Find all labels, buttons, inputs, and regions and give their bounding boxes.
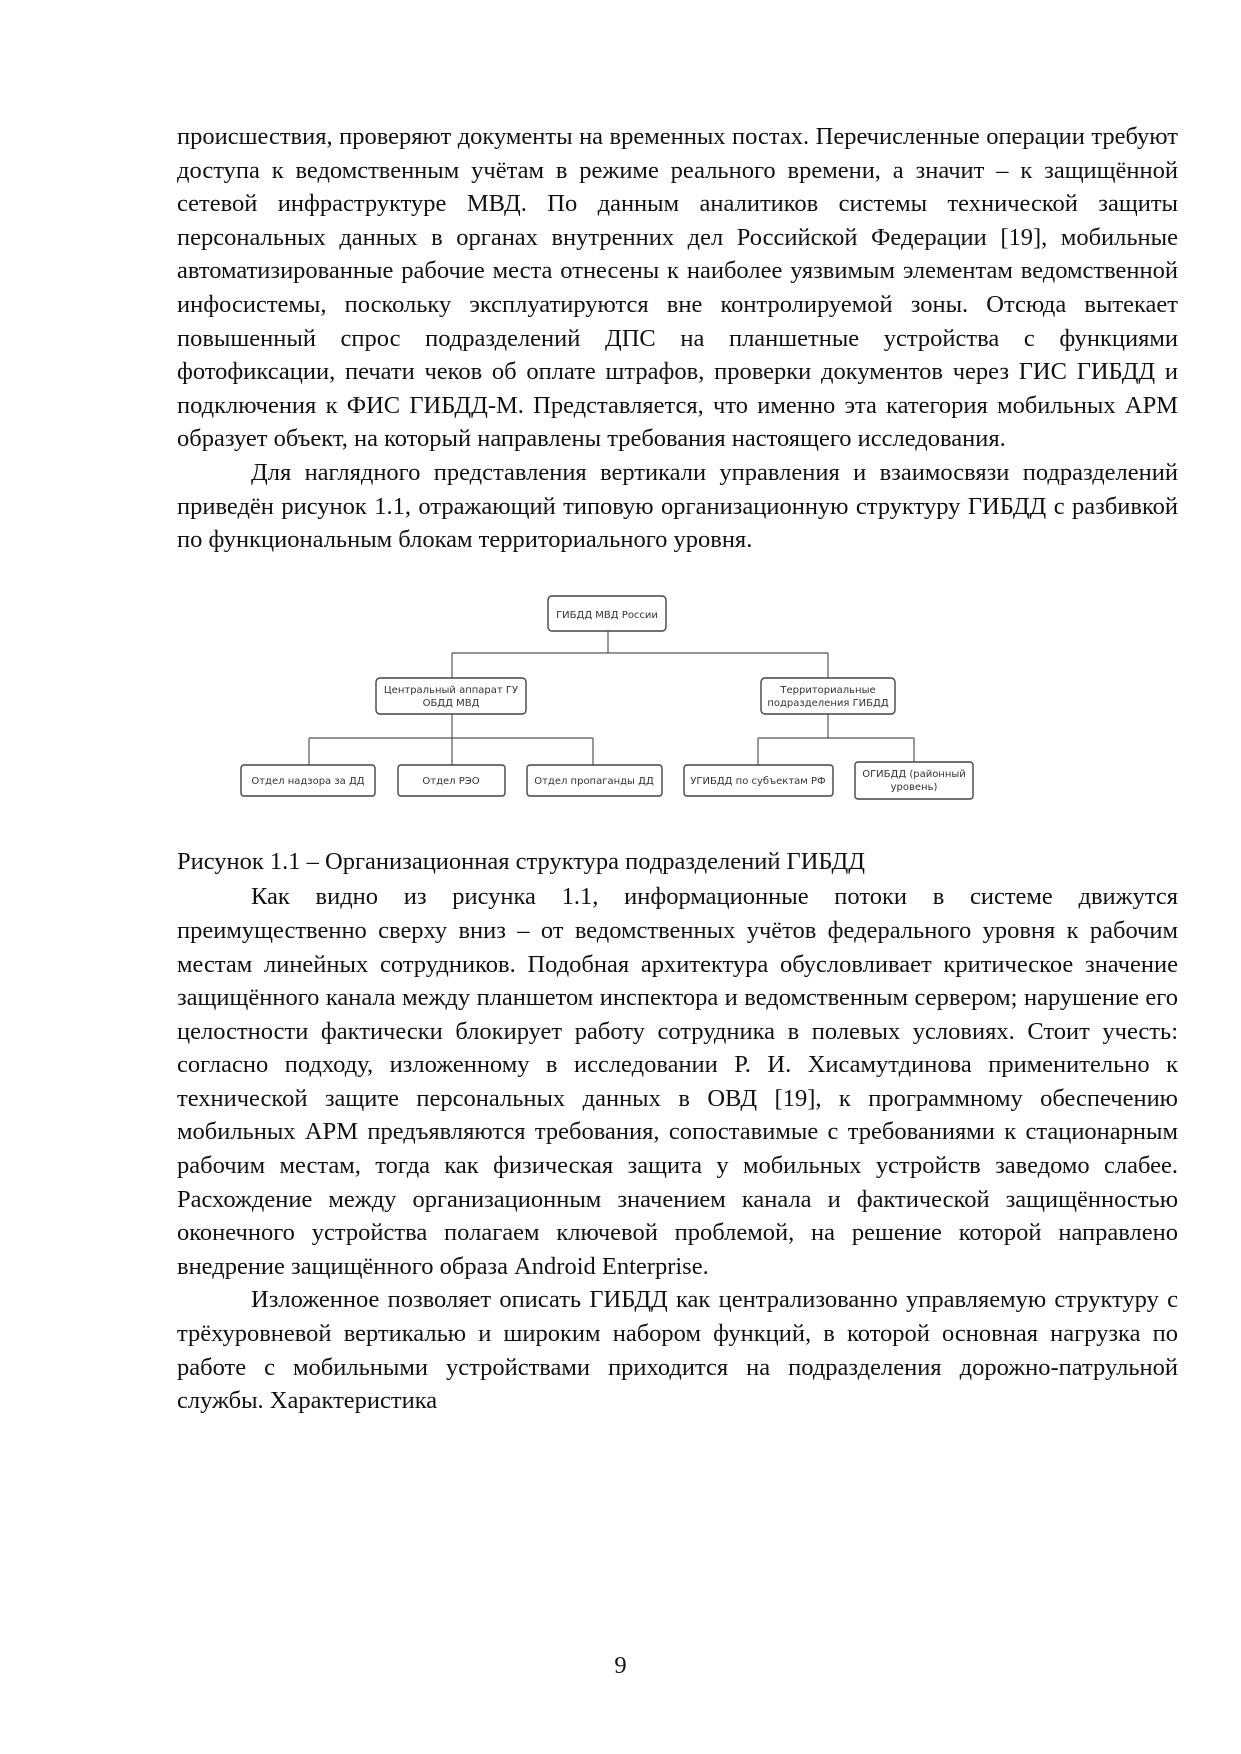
paragraph-4: Изложенное позволяет описать ГИБДД как централизованно управляемую структуру с трёхуровневой вертикалью и широким набором функций, в которой основная нагрузка по работе с мобильными устройствами приходится на подразделения дорожно-патрульной службы. Характеристика bbox=[177, 1286, 1178, 1415]
rzo-label: Отдел РЭО bbox=[422, 775, 480, 787]
ogibdd-label-line1: ОГИБДД (районный bbox=[862, 768, 966, 780]
territorial-label-line1: Территориальные bbox=[780, 684, 876, 696]
central-label-line2: ОБДД МВД bbox=[422, 697, 480, 709]
page-number: 9 bbox=[614, 1652, 627, 1679]
supervision-label: Отдел надзора за ДД bbox=[251, 775, 365, 787]
document-page bbox=[177, 120, 1178, 1418]
node-ogibdd bbox=[855, 762, 973, 799]
paragraph-2: Для наглядного представления вертикали управления и взаимосвязи подразделений приведён рисунок 1.1, отражающий типовую организационную структуру ГИБДД с разбивкой по функциональным блокам территориального уровня. bbox=[177, 458, 1178, 554]
org-structure-figure bbox=[177, 557, 1178, 845]
central-label-line1: Центральный аппарат ГУ bbox=[383, 684, 519, 696]
territorial-label-line2: подразделения ГИБДД bbox=[767, 697, 889, 709]
paragraph-3: Как видно из рисунка 1.1, информационные потоки в системе движутся преимущественно сверху вниз – от ведомственных учётов федерального уровня к рабочим местам линейных сотрудников. Подобная архитектура обусловливает критическое значение защищённого канала между планшетом инспектора и ведомственным сервером; нарушение его целостности фактически блокирует работу сотрудника в полевых условиях. Стоит учесть: согласно подходу, изложенному в исследовании Р. И. Хисамутдинова применительно к технической защите персональных данных в ОВД [19], к программному обеспечению мобильных АРМ предъявляются требования, сопоставимые с требованиями к стационарным рабочим местам, тогда как физическая защита у мобильных устройств заведомо слабее. Расхождение между организационным значением канала и фактической защищённостью оконечного устройства полагаем ключевой проблемой, на решение которой направлено внедрение защищённого образа Android Enterprise. bbox=[177, 883, 1178, 1280]
root-label: ГИБДД МВД России bbox=[556, 609, 658, 621]
org-chart-diagram bbox=[177, 557, 1178, 845]
propaganda-label: Отдел пропаганды ДД bbox=[534, 775, 654, 787]
ugibdd-label: УГИБДД по субъектам РФ bbox=[690, 775, 826, 787]
paragraph-1: происшествия, проверяют документы на временных постах. Перечисленные операции требуют доступа к ведомственным учётам в режиме реального времени, а значит – к защищённой сетевой инфраструктуре МВД. По данным аналитиков системы технической защиты персональных данных в органах внутренних дел Российской Федерации [19], мобильные автоматизированные рабочие места отнесены к наиболее уязвимым элементам ведомственной инфосистемы, поскольку эксплуатируются вне контролируемой зоны. Отсюда вытекает повышенный спрос подразделений ДПС на планшетные устройства с функциями фотофиксации, печати чеков об оплате штрафов, проверки документов через ГИС ГИБДД и подключения к ФИС ГИБДД-М. Представляется, что именно эта категория мобильных АРМ образует объект, на который направлены требования настоящего исследования. bbox=[177, 123, 1178, 453]
figure-caption: Рисунок 1.1 – Организационная структура подразделений ГИБДД bbox=[177, 847, 865, 875]
ogibdd-label-line2: уровень) bbox=[890, 781, 938, 793]
